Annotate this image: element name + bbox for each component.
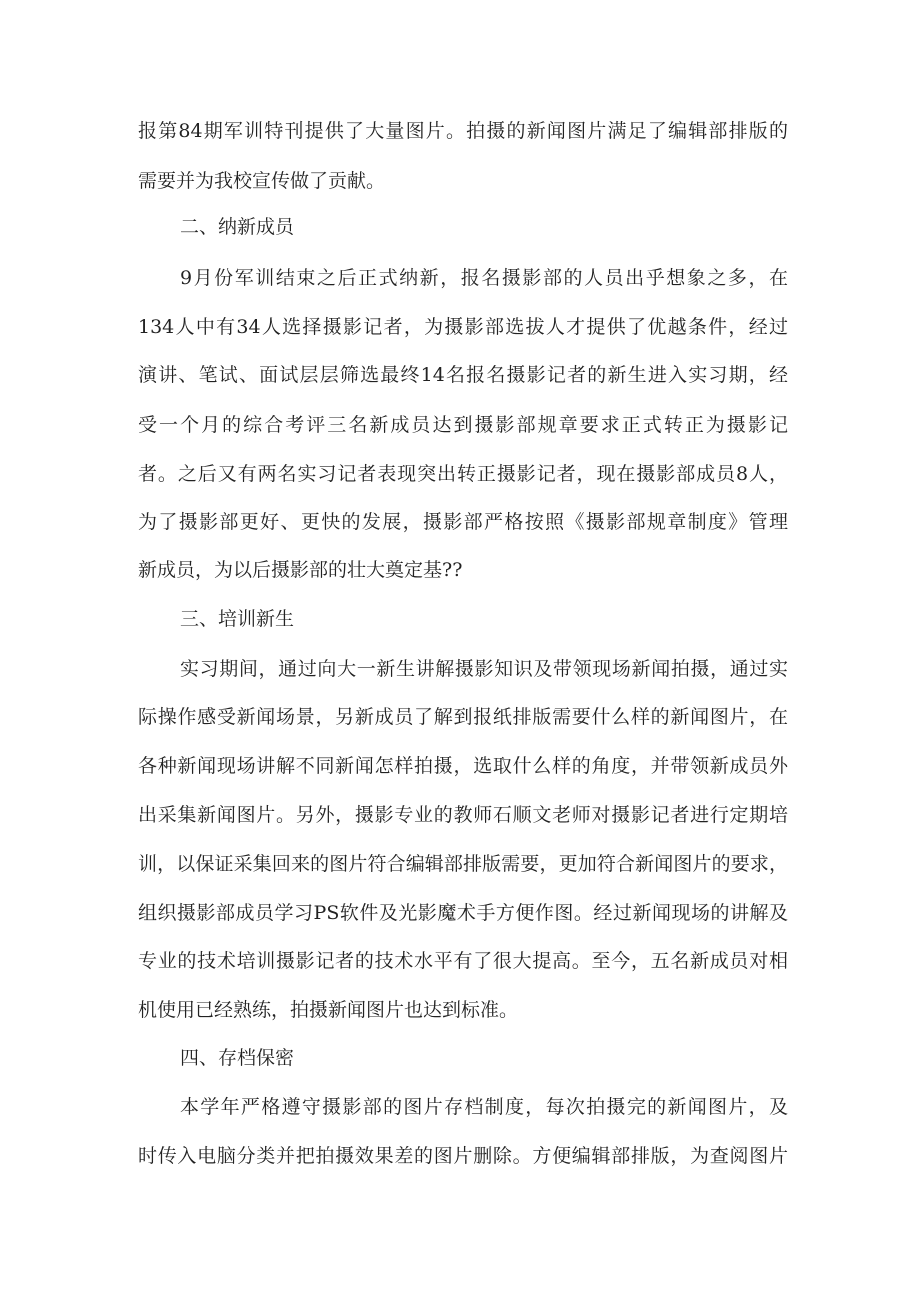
section3-line-1: 实习期间，通过向大一新生讲解摄影知识及带领现场新闻拍摄，通过实 [180, 658, 788, 680]
section2-line-4: 受一个月的综合考评三名新成员达到摄影部规章要求正式转正为摄影记 [138, 414, 788, 436]
section2-line-1: 9月份军训结束之后正式纳新，报名摄影部的人员出乎想象之多，在 [180, 267, 788, 289]
section2-line-2: 134人中有34人选择摄影记者，为摄影部选拔人才提供了优越条件，经过 [138, 316, 788, 338]
section3-line-2: 际操作感受新闻场景，另新成员了解到报纸排版需要什么样的新闻图片，在 [138, 706, 788, 728]
section3-line-6: 组织摄影部成员学习PS软件及光影魔术手方便作图。经过新闻现场的讲解及 [138, 902, 788, 924]
section4-line-2: 时传入电脑分类并把拍摄效果差的图片删除。方便编辑部排版，为查阅图片 [138, 1145, 788, 1167]
section-heading-3: 三、培训新生 [180, 608, 295, 630]
intro-line-1: 报第84期军训特刊提供了大量图片。拍摄的新闻图片满足了编辑部排版的 [138, 120, 788, 142]
section2-line-5: 者。之后又有两名实习记者表现突出转正摄影记者，现在摄影部成员8人， [138, 463, 788, 485]
section2-line-6: 为了摄影部更好、更快的发展，摄影部严格按照《摄影部规章制度》管理 [138, 511, 788, 533]
section-heading-4: 四、存档保密 [180, 1047, 295, 1069]
section2-line-7: 新成员，为以后摄影部的壮大奠定基?? [138, 559, 463, 581]
section3-line-7: 专业的技术培训摄影记者的技术水平有了很大提高。至今，五名新成员对相 [138, 950, 788, 972]
section3-line-3: 各种新闻现场讲解不同新闻怎样拍摄，选取什么样的角度，并带领新成员外 [138, 755, 788, 777]
intro-line-2: 需要并为我校宣传做了贡献。 [138, 170, 386, 192]
section3-line-5: 训，以保证采集回来的图片符合编辑部排版需要，更加符合新闻图片的要求， [138, 853, 788, 875]
section4-line-1: 本学年严格遵守摄影部的图片存档制度，每次拍摄完的新闻图片，及 [180, 1096, 788, 1118]
section2-line-3: 演讲、笔试、面试层层筛选最终14名报名摄影记者的新生进入实习期，经 [138, 364, 788, 386]
section3-line-8: 机使用已经熟练，拍摄新闻图片也达到标准。 [138, 999, 519, 1021]
section3-line-4: 出采集新闻图片。另外，摄影专业的教师石顺文老师对摄影记者进行定期培 [138, 804, 788, 826]
section-heading-2: 二、纳新成员 [180, 216, 295, 238]
